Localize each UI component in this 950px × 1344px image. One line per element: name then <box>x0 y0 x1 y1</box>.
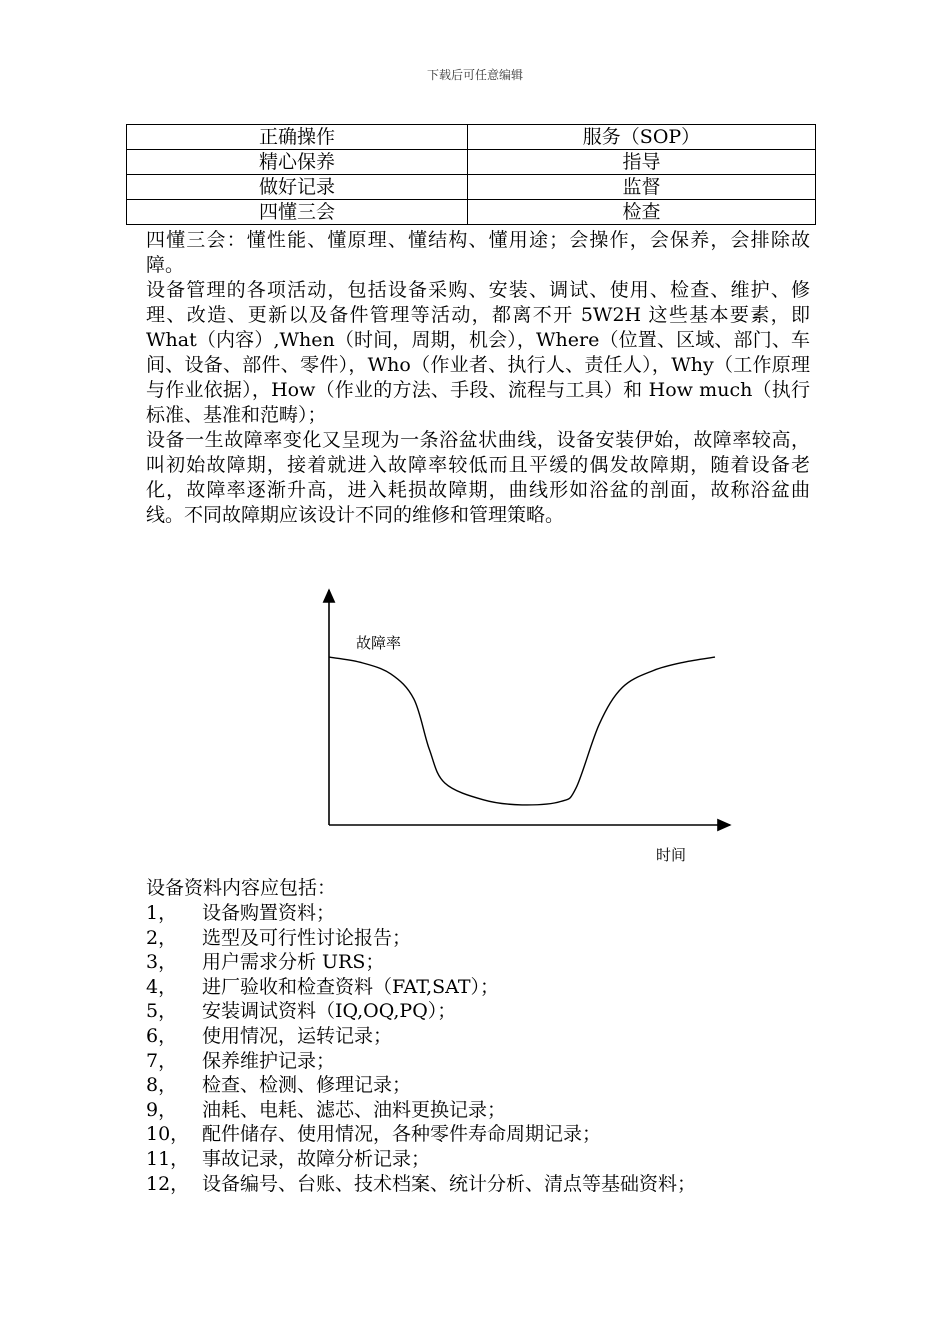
table-cell: 指导 <box>468 150 816 175</box>
list-number: 3， <box>146 951 178 974</box>
list-number: 6， <box>146 1024 178 1047</box>
list-number: 7， <box>146 1049 178 1072</box>
list-number: 2， <box>146 926 178 949</box>
list-text: 油耗、电耗、滤芯、油料更换记录； <box>202 1098 507 1121</box>
list-number: 5， <box>146 1000 178 1023</box>
table-cell: 检查 <box>468 200 816 225</box>
list-item <box>146 1073 810 1098</box>
list-item <box>146 950 810 975</box>
list-number: 4， <box>146 975 178 998</box>
list-item <box>146 1172 810 1197</box>
paragraph-bathtub-curve: 设备一生故障率变化又呈现为一条浴盆状曲线，设备安装伊始，故障率较高，叫初始故障期，接着就进入故障率较低而且平缓的偶发故障期，随着设备老化，故障率逐渐升高，进入耗损故障期，曲线形如浴盆的剖面，故称浴盆曲线。不同故障期应该设计不同的维修和管理策略。 <box>146 429 810 526</box>
list-text: 选型及可行性讨论报告； <box>202 926 412 949</box>
table-row <box>127 200 816 225</box>
list-item <box>146 1098 810 1123</box>
table-row <box>127 125 816 150</box>
list-number: 9， <box>146 1098 178 1121</box>
list-text: 设备购置资料； <box>202 902 336 924</box>
list-text: 使用情况，运转记录； <box>202 1024 393 1047</box>
list-text: 配件储存、使用情况，各种零件寿命周期记录； <box>202 1123 602 1146</box>
list-item <box>146 1122 810 1147</box>
list-number: 10， <box>146 1123 190 1146</box>
list-text: 用户需求分析 URS； <box>202 951 385 974</box>
list-number: 11， <box>146 1147 190 1170</box>
list-item <box>146 1024 810 1049</box>
failure-rate-curve <box>329 657 715 805</box>
table-cell: 服务（SOP） <box>468 125 816 150</box>
header-note: 下载后可任意编辑 <box>426 68 523 82</box>
list-number: 12， <box>146 1172 190 1195</box>
list-item <box>146 926 810 951</box>
list-item <box>146 901 810 926</box>
list-item <box>146 999 810 1024</box>
equipment-document-list <box>146 901 810 1196</box>
table-row <box>127 150 816 175</box>
y-axis-label: 故障率 <box>356 634 402 652</box>
body-text <box>146 228 810 528</box>
summary-table <box>126 124 816 225</box>
list-text: 保养维护记录； <box>202 1049 336 1072</box>
list-title: 设备资料内容应包括： <box>146 877 337 899</box>
paragraph-four-understandings: 四懂三会：懂性能、懂原理、懂结构、懂用途；会操作，会保养，会排除故障。 <box>146 229 810 276</box>
list-item <box>146 1049 810 1074</box>
x-axis-label: 时间 <box>656 846 687 864</box>
table-cell: 正确操作 <box>127 125 468 150</box>
list-text: 安装调试资料（IQ,OQ,PQ）； <box>202 1000 457 1023</box>
list-number: 8， <box>146 1074 178 1097</box>
list-number: 1， <box>146 902 178 924</box>
table-cell: 监督 <box>468 175 816 200</box>
list-text: 设备编号、台账、技术档案、统计分析、清点等基础资料； <box>202 1172 697 1195</box>
bathtub-curve-chart <box>300 582 760 872</box>
list-item <box>146 1147 810 1172</box>
list-item <box>146 975 810 1000</box>
list-text: 进厂验收和检查资料（FAT,SAT）； <box>202 975 500 998</box>
list-text: 检查、检测、修理记录； <box>202 1074 412 1097</box>
table-cell: 四懂三会 <box>127 200 468 225</box>
table-row <box>127 175 816 200</box>
paragraph-5w2h: 设备管理的各项活动，包括设备采购、安装、调试、使用、检查、维护、修理、改造、更新以及备件管理等活动，都离不开 5W2H 这些基本要素，即 What（内容）,When（时间，周期，机会），Where（位置、区域、部门、车间、设备、部件、零件），Who（作业者、执行人、责任人），Why（工作原理与作业依据），How（作业的方法、手段、流程与工具）和 How much（执行标准、基准和范畴）； <box>146 279 810 426</box>
table-cell: 精心保养 <box>127 150 468 175</box>
list-text: 事故记录，故障分析记录； <box>202 1147 431 1170</box>
table-cell: 做好记录 <box>127 175 468 200</box>
